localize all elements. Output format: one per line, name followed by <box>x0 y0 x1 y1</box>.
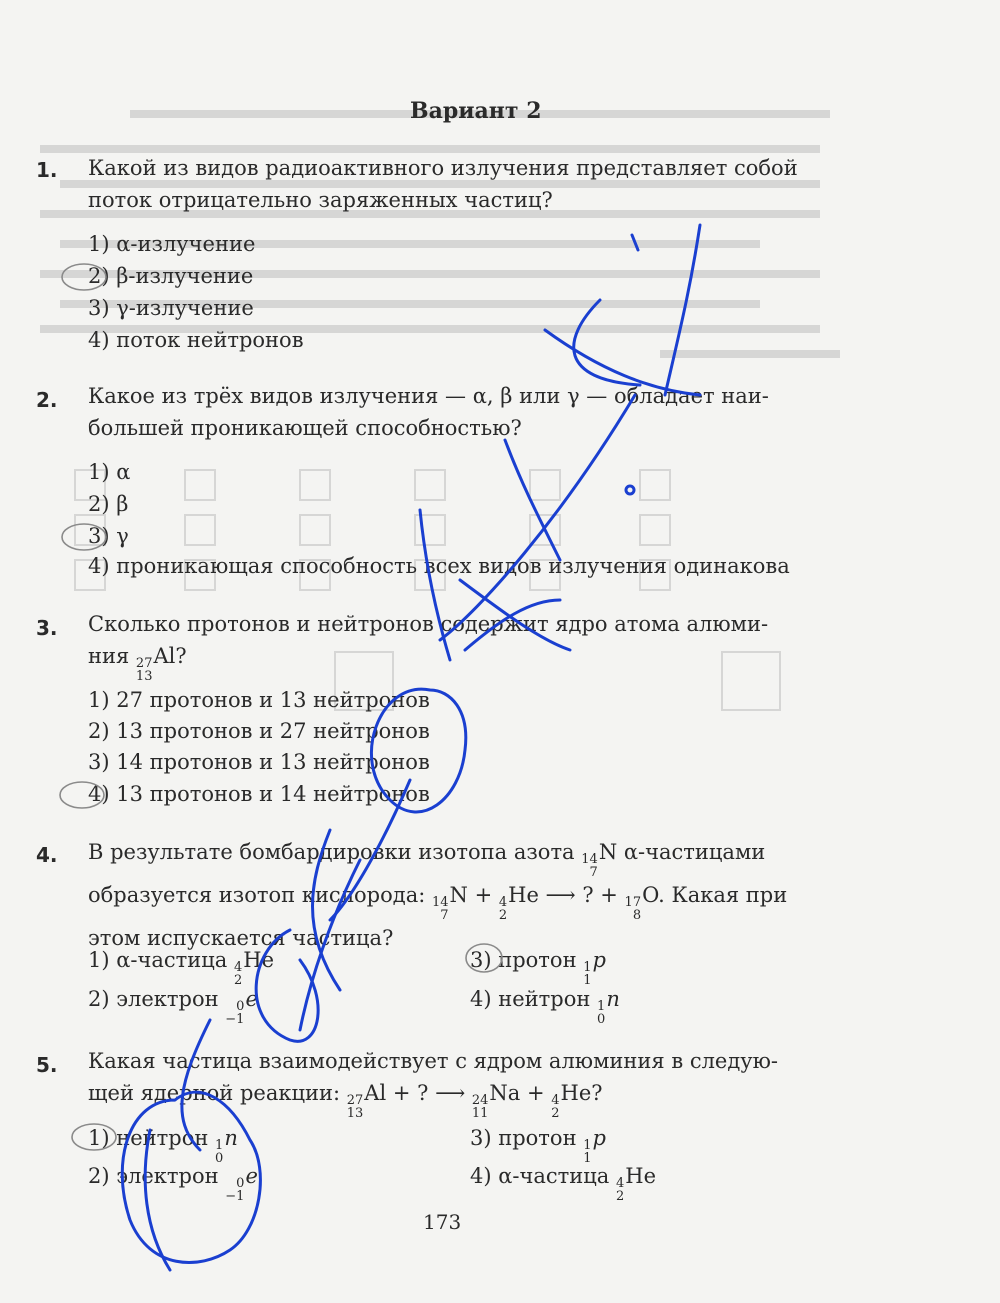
reaction-arrow: ⟶ ? + <box>538 883 625 907</box>
element-symbol: e <box>245 1164 258 1188</box>
question-text <box>88 152 853 216</box>
atomic-number: 2 <box>498 908 508 923</box>
element-symbol: Al <box>153 644 176 668</box>
atomic-number: −1 <box>225 1189 245 1204</box>
answer-option: 2) β-излучение <box>88 264 254 288</box>
nuclide-index <box>597 1000 605 1026</box>
option-label: 1) нейтрон <box>88 1126 216 1150</box>
atomic-number: 13 <box>346 1106 364 1121</box>
page-number: 173 <box>423 1210 462 1234</box>
atomic-number: −1 <box>225 1012 245 1027</box>
atomic-number: 1 <box>583 1151 592 1166</box>
question-line: этом испускается частица? <box>88 926 394 950</box>
nuclide-index <box>225 1177 244 1203</box>
reaction-arrow: + ? ⟶ <box>386 1081 472 1105</box>
option-label: 3) протон <box>470 1126 584 1150</box>
atomic-number: 2 <box>234 973 243 988</box>
mass-number: 4 <box>616 1176 625 1191</box>
nuclide-index <box>616 1177 624 1203</box>
element-symbol: e <box>245 987 258 1011</box>
answer-option <box>470 1122 606 1165</box>
question-line <box>88 640 853 683</box>
answer-option: 2) β <box>88 492 129 516</box>
mass-number: 14 <box>431 895 449 910</box>
question-line: Сколько протонов и нейтронов содержит ядро атома алюми- <box>88 612 769 636</box>
text-fragment: образуется изотоп кислорода: <box>88 883 432 907</box>
text-fragment: ? <box>175 644 187 668</box>
nuclide-index <box>551 1094 559 1120</box>
option-label: 4) нейтрон <box>470 987 598 1011</box>
question-number: 4. <box>36 843 58 867</box>
answer-option: 3) γ-излучение <box>88 296 254 320</box>
answer-option: 4) 13 протонов и 14 нейтронов <box>88 782 430 806</box>
mass-number: 0 <box>236 999 245 1014</box>
element-symbol: p <box>592 1126 606 1150</box>
answer-option: 3) 14 протонов и 13 нейтронов <box>88 750 430 774</box>
nuclide-index <box>625 896 642 922</box>
mass-number: 14 <box>581 852 598 867</box>
mass-number: 4 <box>551 1093 560 1108</box>
question-line <box>88 1077 853 1120</box>
option-label: 3) протон <box>470 948 584 972</box>
question-number: 5. <box>36 1053 58 1077</box>
text-fragment: ния <box>88 644 136 668</box>
element-symbol: Na <box>489 1081 521 1105</box>
nuclide-index <box>581 853 598 879</box>
answer-option <box>470 1160 656 1203</box>
answer-option <box>88 983 258 1026</box>
mass-number: 17 <box>624 895 642 910</box>
atomic-number: 7 <box>589 865 598 880</box>
element-symbol: He <box>625 1164 657 1188</box>
text-fragment: . Какая при <box>658 883 788 907</box>
answer-option <box>470 944 606 987</box>
variant-title: Вариант 2 <box>410 98 542 124</box>
option-label: 4) α-частица <box>470 1164 616 1188</box>
element-symbol: He <box>243 948 275 972</box>
atomic-number: 2 <box>616 1189 625 1204</box>
question-text <box>88 380 853 444</box>
mass-number: 27 <box>346 1093 364 1108</box>
question-line: Какое из трёх видов излучения — α, β или γ — обладает наи- <box>88 384 769 408</box>
text-fragment: ? <box>591 1081 603 1105</box>
mass-number: 0 <box>236 1176 245 1191</box>
atomic-number: 7 <box>440 908 449 923</box>
answer-option: 4) проникающая способность всех видов излучения одинакова <box>88 554 790 578</box>
text-fragment: щей ядерной реакции: <box>88 1081 347 1105</box>
answer-option: 3) γ <box>88 524 129 548</box>
nuclide-index <box>472 1094 489 1120</box>
question-line: Какой из видов радиоактивного излучения представляет собой <box>88 156 798 180</box>
text-fragment: N α-частицами <box>598 840 766 864</box>
nuclide-index <box>136 657 153 683</box>
mass-number: 27 <box>135 656 153 671</box>
answer-option: 1) 27 протонов и 13 нейтронов <box>88 688 430 712</box>
answer-option <box>88 1160 258 1203</box>
question-text <box>88 1045 853 1120</box>
element-symbol: He <box>508 883 539 907</box>
atomic-number: 11 <box>471 1106 489 1121</box>
element-symbol: He <box>560 1081 592 1105</box>
question-number: 2. <box>36 388 58 412</box>
mass-number: 1 <box>597 999 606 1014</box>
atomic-number: 2 <box>551 1106 560 1121</box>
mass-number: 1 <box>583 960 592 975</box>
question-line <box>88 836 853 879</box>
mass-number: 1 <box>215 1138 224 1153</box>
answer-option <box>88 1122 238 1165</box>
nuclide-index <box>347 1094 364 1120</box>
element-symbol: n <box>606 987 620 1011</box>
element-symbol: p <box>592 948 606 972</box>
element-symbol: O <box>642 883 659 907</box>
mass-number: 24 <box>471 1093 489 1108</box>
question-line: большей проникающей способностью? <box>88 416 522 440</box>
answer-option: 4) поток нейтронов <box>88 328 304 352</box>
option-label: 2) электрон <box>88 1164 226 1188</box>
text-fragment: + <box>520 1081 552 1105</box>
atomic-number: 0 <box>597 1012 606 1027</box>
mass-number: 1 <box>583 1138 592 1153</box>
element-symbol: N <box>449 883 468 907</box>
answer-option: 1) α-излучение <box>88 232 256 256</box>
text-fragment: В результате бомбардировки изотопа азота <box>88 840 582 864</box>
atomic-number: 1 <box>583 973 592 988</box>
question-line: поток отрицательно заряженных частиц? <box>88 188 553 212</box>
question-number: 3. <box>36 616 58 640</box>
question-text <box>88 836 853 954</box>
answer-option <box>470 983 620 1026</box>
nuclide-index <box>432 896 449 922</box>
element-symbol: Al <box>364 1081 387 1105</box>
text-fragment: + <box>467 883 499 907</box>
element-symbol: n <box>224 1126 238 1150</box>
option-label: 1) α-частица <box>88 948 234 972</box>
option-label: 2) электрон <box>88 987 226 1011</box>
question-text <box>88 608 853 683</box>
answer-option <box>88 944 274 987</box>
mass-number: 4 <box>498 895 508 910</box>
answer-option: 2) 13 протонов и 27 нейтронов <box>88 719 430 743</box>
nuclide-index <box>225 1000 244 1026</box>
question-line: Какая частица взаимодействует с ядром алюминия в следую- <box>88 1049 779 1073</box>
atomic-number: 0 <box>215 1151 224 1166</box>
nuclide-index <box>499 896 507 922</box>
atomic-number: 13 <box>135 669 153 684</box>
mass-number: 4 <box>234 960 243 975</box>
question-line <box>88 879 853 922</box>
atomic-number: 8 <box>632 908 642 923</box>
question-number: 1. <box>36 158 58 182</box>
answer-option: 1) α <box>88 460 131 484</box>
